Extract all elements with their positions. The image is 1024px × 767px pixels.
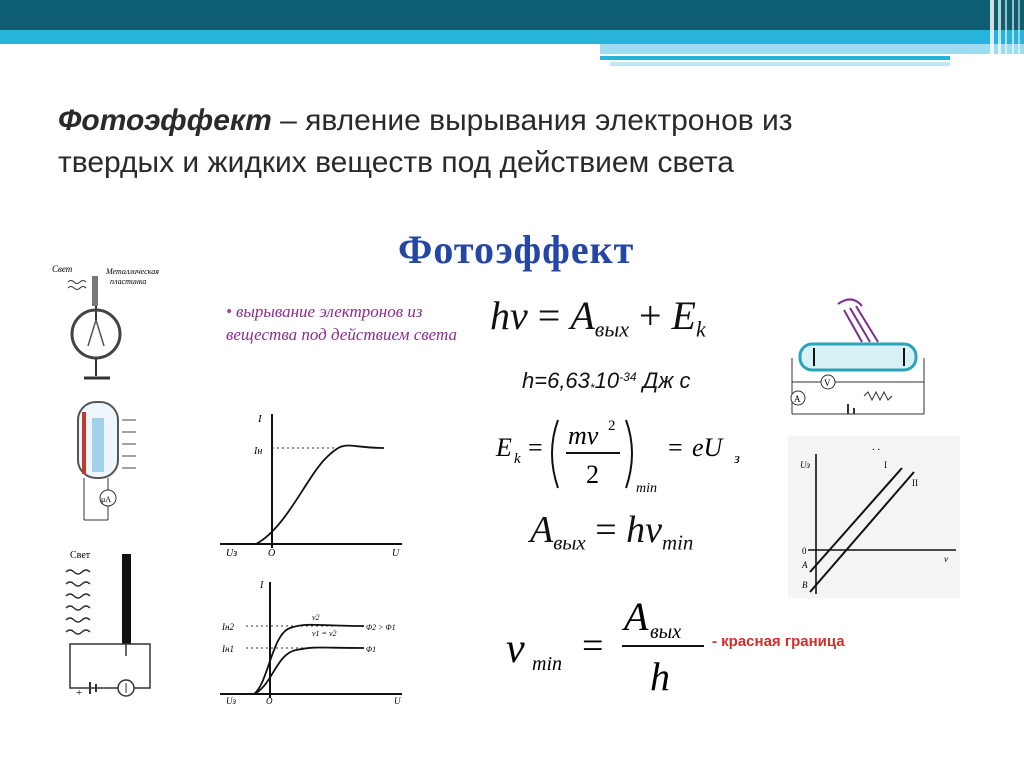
rheostat [864, 392, 892, 400]
wf-h: hν [626, 509, 663, 551]
graph3-zero: 0 [802, 546, 807, 556]
ke-den: 2 [586, 460, 599, 489]
planck-ten: 10 [594, 368, 620, 393]
light-wave [66, 606, 90, 610]
light-wave [66, 594, 90, 598]
ke-num: mv [568, 421, 599, 450]
graph2-i-n2: Iн2 [222, 622, 234, 632]
circuit-loop [70, 644, 150, 688]
metal-plate [92, 276, 98, 306]
vacuum-tube-diagram [70, 398, 150, 528]
light-wave [66, 570, 90, 574]
graph2-phi-ineq: Φ2 > Φ1 [366, 623, 396, 632]
graph3-dots: . . [872, 441, 881, 453]
eq-energy-sub: k [695, 316, 706, 342]
graph1-curve [256, 446, 384, 545]
eq-sign: = [537, 293, 561, 338]
planck-value: h=6,63 [522, 368, 590, 393]
eq-lhs: hν [490, 293, 528, 338]
light-source [838, 299, 862, 306]
graph2-i-n1: Iн1 [222, 644, 234, 654]
figure-title: Фотоэффект [398, 227, 635, 272]
bullet-text: вырывание электронов из вещества под действием света [226, 302, 457, 344]
graph2-y-label: I [260, 580, 264, 591]
plate-circuit-diagram [60, 544, 160, 700]
photocell-circuit-diagram [788, 296, 928, 420]
rl-eq: = [582, 625, 604, 667]
graph1-u-stop: Uз [226, 548, 238, 559]
ke-eq: = [528, 433, 543, 462]
graph2-nu-eq: ν1 = ν2 [312, 629, 337, 638]
wf-A-sub: вых [553, 530, 586, 555]
graph3-y-label: Uз [800, 460, 811, 470]
light-wave [66, 618, 90, 622]
ke-rhs-sub: з [734, 451, 740, 467]
metal-plate-label-1: Металлическая [106, 267, 159, 276]
ke-E-sub: k [514, 451, 521, 467]
ammeter-label: A [794, 394, 801, 404]
light-label-top: Свет [52, 264, 73, 274]
electroscope-leaf [88, 320, 96, 346]
heading-line2: твердых и жидких веществ под действием света [58, 146, 734, 179]
microammeter-label: μA [101, 495, 112, 504]
kinetic-energy-equation [494, 408, 754, 498]
eq-energy: E [671, 293, 696, 338]
red-limit-equation [504, 590, 714, 700]
graph-stopping-voltage [788, 436, 960, 598]
graph3-x-label: ν [944, 554, 948, 564]
work-function-equation [530, 508, 693, 555]
einstein-equation [490, 292, 706, 343]
wf-A: A [530, 509, 554, 551]
header-decoration [0, 0, 1024, 72]
rl-den: h [650, 654, 670, 699]
graph1-i-sat: Iн [254, 446, 263, 457]
light-wave [66, 630, 90, 634]
rl-num: A [624, 594, 649, 639]
metal-plate [122, 554, 131, 644]
light-wave [68, 281, 86, 284]
voltmeter-label: V [824, 378, 831, 388]
photocell-tube [800, 344, 916, 370]
ke-right-paren [626, 420, 632, 488]
graph3-a: A [802, 560, 808, 570]
graph-intensity-comparison [216, 574, 412, 706]
rl-num-sub: вых [650, 621, 682, 643]
graph3-line2-label: II [912, 478, 918, 488]
graph3-b: B [802, 580, 808, 590]
graph2-nu2: ν2 [312, 613, 320, 622]
ke-eq2: = [668, 433, 683, 462]
ke-E: E [496, 433, 512, 462]
red-limit-label: - красная граница [712, 633, 845, 650]
heading-term: Фотоэффект [58, 104, 272, 137]
graph1-y-label: I [258, 413, 262, 425]
ke-num-exp: 2 [608, 418, 616, 434]
planck-times: * [589, 381, 595, 396]
graph-current-voltage [216, 408, 406, 560]
tube-cathode [82, 412, 86, 474]
eq-plus: + [638, 293, 662, 338]
eq-work-sub: вых [594, 316, 629, 342]
rl-nu: ν [506, 626, 525, 672]
light-wave [68, 287, 86, 290]
electroscope-diagram [44, 248, 194, 388]
definition-bullet [226, 300, 476, 346]
graph1-x-label: U [392, 548, 400, 559]
graph2-origin: O [266, 696, 273, 706]
metal-plate-label-2: пластинка [110, 277, 147, 286]
graph3-line1-label: I [884, 460, 887, 470]
tube-stream [92, 418, 104, 472]
bullet-dot: • [226, 302, 232, 321]
ke-left-paren [552, 420, 558, 488]
graph2-x-label: U [394, 696, 401, 706]
light-wave [66, 582, 90, 586]
graph2-phi1: Φ1 [366, 645, 377, 654]
electroscope-leaf [96, 320, 104, 346]
planck-unit: Дж с [642, 368, 691, 393]
light-label-bottom: Свет [70, 550, 91, 561]
eq-work: A [570, 293, 595, 338]
planck-exp: -34 [619, 369, 637, 384]
ke-rhs: eU [692, 433, 723, 462]
planck-constant [522, 368, 690, 395]
battery-plus: + [76, 687, 83, 699]
rl-nu-sub: min [532, 653, 562, 675]
ke-min: min [636, 481, 657, 496]
graph1-origin: O [268, 548, 276, 559]
slide-heading [58, 100, 958, 184]
wf-sub: min [662, 530, 694, 555]
graph2-u-stop: Uз [226, 696, 237, 706]
wf-eq: = [595, 509, 617, 551]
heading-line1: – явление вырывания электронов из [271, 104, 793, 137]
